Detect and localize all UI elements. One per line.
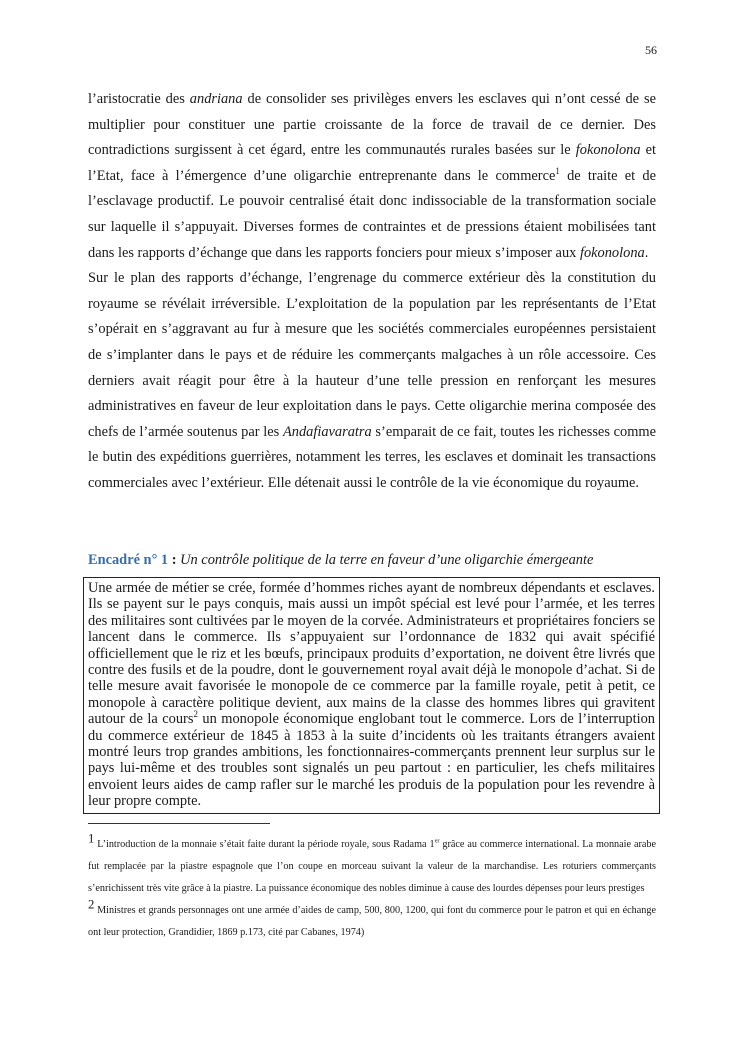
paragraph-1-text: . [644,244,649,261]
term-fokonolona: fokonolona [579,244,645,261]
box-text: un monopole économique englobant tout le commerce. Lors de l’interruption du commerce extérieur de 1845 à 1853 à la suite d’incidents où les traitants étrangers avaient montré leurs trop grandes ambitions, les fonctionnaires-commerçants prennent leur surplus sur le pays lui-même et des troubles sont signalés un peu partout : en particulier, les chefs militaires envoient leurs aides de camp rafler sur le marché les produis de la population pour les revendre à leur propre compte. [88,711,655,810]
box-caption [88,549,656,571]
footnote-1-text: L’introduction de la monnaie s’était faite durant la période royale, sous Radama 1 [94,839,435,850]
footnote-1-superscript: er [434,837,440,845]
paragraph-2 [88,266,656,496]
paragraph-1-text: de consolider ses privilèges envers les esclaves qui n’ont cessé de se multiplier pour constituer une partie croissante de la force de travail de ce dernier. Des contradictions surgissent à cet égard, entre les communautés rurales basées sur le [88,91,657,159]
body-text [88,87,656,497]
footnote-1 [88,831,657,900]
paragraph-2-text: Sur le plan des rapports d’échange, l’engrenage du commerce extérieur dès la constitution du royaume se révélait irréversible. L’exploitation de la population par les représentants de l’Etat s’opérait en s’aggravant au fur à mesure que les sociétés commerciales européennes persistaient de s’implanter dans le pays et de réduire les commerçants malgaches à un rôle accessoire. Ces derniers avait réagit pour être à la hauteur d’une telle pression en renforçant les mesures administratives en faveur de leur exploitation dans le pays. Cette oligarchie merina composée des chefs de l’armée soutenus par les [88,270,656,440]
footnote-ref-2[interactable]: 2 [193,709,198,720]
footnote-separator [88,823,270,824]
page-number: 56 [645,43,657,57]
encadre-box [83,577,660,814]
footnote-1-mark: 1 [88,831,95,846]
term-andriana: andriana [189,91,243,107]
footnote-2 [88,897,656,944]
caption-separator: : [168,552,181,568]
caption-title: Un contrôle politique de la terre en faveur d’une oligarchie émergeante [180,552,594,568]
paragraph-1 [88,87,656,266]
paragraph-1-text: de traite et de l’esclavage productif. Le pouvoir centralisé était donc indissociable de la transformation sociale sur laquelle il s’appuyait. Diverses formes de contraintes et de pressions étaient mobilisées tant dans les rapports d’échange que dans les rapports fonciers pour mieux s’imposer aux [88,167,656,261]
paragraph-1-text: et l’Etat, face à l’émergence d’une oligarchie entreprenante dans le commerce [88,142,657,184]
term-fokonolona: fokonolona [575,142,641,159]
paragraph-1-text: l’aristocratie des [88,91,190,107]
caption-label: Encadré n° 1 [88,552,169,568]
box-text: Une armée de métier se crée, formée d’hommes riches ayant de nombreux dépendants et esclaves. Ils se payent sur le pays conquis, mais aussi un impôt spécial est levé pour l’armée, et les terres des militaires sont cultivées par le moyen de la corvée. Administrateurs et propriétaires fonciers se lancent dans le commerce. Ils s’appuyaient sur l’ordonnance de 1832 qui avait spécifié officiellement que le riz et les bœufs, principaux produits d’exportation, ne doivent être livrés que contre des fusils et de la poudre, dont le gouvernement royal avait déjà le monopole d’achat. Si de telle mesure avait favorisée le monopole de ce commerce par la famille royale, petit à petit, ce monopole à caractère politique devient, aux mains de la classe des hommes libres qui gravitent autour de la cours [88,580,655,728]
footnote-2-mark: 2 [88,897,95,912]
footnote-2-text: Ministres et grands personnages ont une armée d’aides de camp, 500, 800, 1200, qui font du commerce pour le patron et qui en échange ont leur protection, Grandidier, 1869 p.173, cité par Cabanes, 1974) [88,905,656,938]
footnote-ref-1[interactable]: 1 [555,165,560,176]
paragraph-2-text: s’emparait de ce fait, toutes les richesses comme le butin des expéditions guerrières, notamment les terres, les esclaves et dominait les transactions commerciales avec l’extérieur. Elle détenait aussi le contrôle de la vie économique du royaume. [88,423,657,491]
footnotes [88,831,657,944]
footnote-1-text: grâce au commerce international. La monnaie arabe fut remplacée par la piastre espagnole que l’on coupe en morceau suivant la valeur de la marchandise. Les roturiers commerçants s’enrichissent très vite grâce à la piastre. La puissance économique des nobles diminue à cause des lourdes dépenses pour leurs prestiges [88,839,657,894]
term-andafiavaratra: Andafiavaratra [282,423,372,440]
